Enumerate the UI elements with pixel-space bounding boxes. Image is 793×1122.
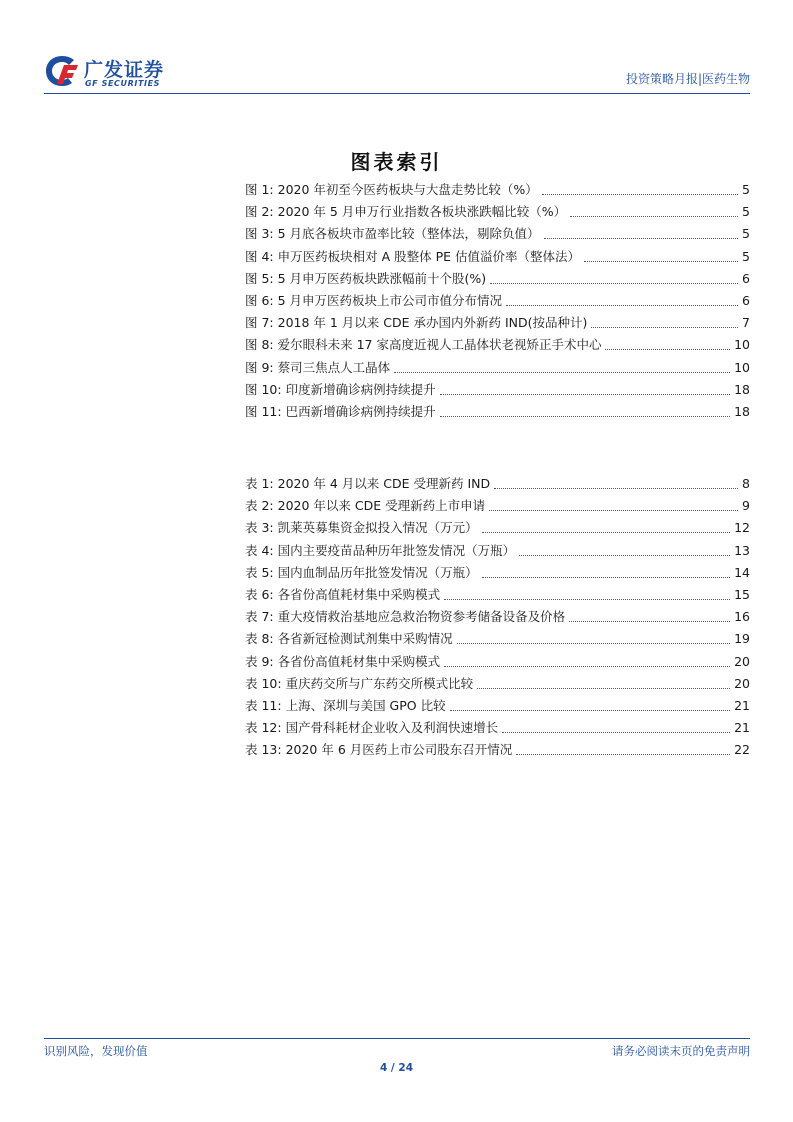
- table-entry-page: 20: [734, 653, 750, 669]
- dot-leader: [444, 599, 730, 600]
- table-entry-label: 表 11: 上海、深圳与美国 GPO 比较: [245, 698, 446, 713]
- figure-entry-label: 图 11: 巴西新增确诊病例持续提升: [245, 404, 436, 419]
- table-entry-page: 16: [734, 609, 750, 625]
- figure-entry-label: 图 8: 爱尔眼科未来 17 家高度近视人工晶体状老视矫正手术中心: [245, 337, 602, 353]
- page-title: 图表索引: [350, 150, 443, 174]
- figure-entry[interactable]: [245, 378, 750, 398]
- dot-leader: [489, 510, 738, 511]
- logo-chinese-name: 广发证券: [84, 59, 165, 81]
- table-entry-page: 19: [734, 631, 750, 647]
- dot-leader: [490, 283, 738, 284]
- footer-disclaimer: 请务必阅读末页的免责声明: [612, 1044, 750, 1058]
- table-entry[interactable]: [245, 583, 750, 603]
- table-entry-page: 21: [734, 698, 750, 713]
- figure-entry-page: 18: [734, 381, 750, 397]
- footer-divider: [44, 1038, 750, 1039]
- dot-leader: [570, 216, 738, 217]
- table-entry[interactable]: [245, 738, 750, 758]
- table-entry-label: 表 4: 国内主要疫苗品种历年批签发情况（万瓶）: [245, 542, 516, 558]
- figure-entry-page: 5: [742, 182, 750, 197]
- figure-entry-label: 图 7: 2018 年 1 月以来 CDE 承办国内外新药 IND(按品种计): [245, 315, 588, 331]
- table-entry-page: 14: [734, 564, 750, 580]
- figure-entry[interactable]: [245, 400, 750, 420]
- table-entry-label: 表 9: 各省份高值耗材集中采购模式: [245, 653, 441, 669]
- report-type: 投资策略月报|医药生物: [625, 72, 750, 86]
- table-entry[interactable]: [245, 494, 750, 514]
- dot-leader: [584, 261, 738, 262]
- figure-entry[interactable]: [245, 245, 750, 265]
- table-entry-label: 表 13: 2020 年 6 月医药上市公司股东召开情况: [245, 742, 513, 758]
- footer-slogan: 识别风险，发现价值: [44, 1044, 148, 1058]
- table-entry-label: 表 5: 国内血制品历年批签发情况（万瓶）: [245, 564, 478, 580]
- figure-entry[interactable]: [245, 200, 750, 220]
- figure-entry-label: 图 3: 5 月底各板块市盈率比较（整体法，剔除负值）: [245, 226, 540, 242]
- table-entry-label: 表 3: 凯莱英募集资金拟投入情况（万元）: [245, 520, 478, 536]
- table-entry[interactable]: [245, 694, 750, 714]
- figure-entry-page: 10: [734, 359, 750, 375]
- dot-leader: [482, 532, 730, 533]
- figure-entry-label: 图 1: 2020 年初至今医药板块与大盘走势比较（%）: [245, 182, 538, 197]
- table-entry-label: 表 6: 各省份高值耗材集中采购模式: [245, 587, 441, 602]
- table-entry-label: 表 10: 重庆药交所与广东药交所模式比较: [245, 675, 474, 691]
- table-entry[interactable]: [245, 716, 750, 736]
- dot-leader: [494, 488, 738, 489]
- figure-entry[interactable]: [245, 356, 750, 376]
- table-entry[interactable]: [245, 605, 750, 625]
- figure-entry[interactable]: [245, 333, 750, 353]
- figure-entry-page: 5: [742, 226, 750, 242]
- figure-entry-label: 图 10: 印度新增确诊病例持续提升: [245, 381, 436, 397]
- dot-leader: [544, 238, 739, 239]
- dot-leader: [440, 394, 731, 395]
- table-entry[interactable]: [245, 472, 750, 492]
- figure-entry-page: 18: [734, 404, 750, 419]
- dot-leader: [569, 621, 730, 622]
- table-entry-page: 12: [734, 520, 750, 536]
- gf-logo-icon: [44, 54, 80, 88]
- figure-entry[interactable]: [245, 222, 750, 242]
- figure-entry-label: 图 5: 5 月申万医药板块跌涨幅前十个股(%): [245, 270, 487, 286]
- table-entry-page: 15: [734, 587, 750, 602]
- table-entry-page: 13: [734, 542, 750, 558]
- dot-leader: [516, 754, 730, 755]
- page-header: [44, 52, 750, 92]
- page-number: 4 / 24: [379, 1062, 414, 1074]
- table-entry-label: 表 8: 各省新冠检测试剂集中采购情况: [245, 631, 453, 647]
- dot-leader: [591, 327, 738, 328]
- figure-entry-label: 图 2: 2020 年 5 月申万行业指数各板块涨跌幅比较（%）: [245, 204, 567, 220]
- table-entry-page: 22: [734, 742, 750, 758]
- table-entry[interactable]: [245, 561, 750, 581]
- figure-entry-label: 图 4: 申万医药板块相对 A 股整体 PE 估值溢价率（整体法）: [245, 248, 580, 264]
- dot-leader: [440, 416, 731, 417]
- dot-leader: [542, 194, 738, 195]
- table-entry[interactable]: [245, 650, 750, 670]
- figure-entry-page: 6: [742, 293, 750, 308]
- figure-entry-page: 7: [742, 315, 750, 331]
- figure-entry[interactable]: [245, 311, 750, 331]
- figure-entry-label: 图 6: 5 月申万医药板块上市公司市值分布情况: [245, 293, 503, 308]
- figure-entry-label: 图 9: 蔡司三焦点人工晶体: [245, 359, 391, 375]
- table-entry[interactable]: [245, 539, 750, 559]
- dot-leader: [502, 732, 730, 733]
- table-entry-page: 21: [734, 720, 750, 736]
- header-divider: [44, 93, 750, 94]
- figure-entry[interactable]: [245, 178, 750, 198]
- table-entry[interactable]: [245, 627, 750, 647]
- table-entry-label: 表 12: 国产骨科耗材企业收入及利润快速增长: [245, 720, 499, 736]
- dot-leader: [605, 349, 730, 350]
- table-entry[interactable]: [245, 672, 750, 692]
- figure-entry[interactable]: [245, 289, 750, 309]
- table-entry-label: 表 7: 重大疫情救治基地应急救治物资参考储备设备及价格: [245, 609, 566, 625]
- table-entry-page: 9: [742, 498, 750, 514]
- table-entry-label: 表 2: 2020 年以来 CDE 受理新药上市申请: [245, 498, 486, 514]
- figure-entry-page: 6: [742, 270, 750, 286]
- figure-entry-page: 5: [742, 248, 750, 264]
- dot-leader: [506, 305, 738, 306]
- dot-leader: [394, 372, 730, 373]
- table-entry-page: 8: [742, 476, 750, 491]
- dot-leader: [457, 643, 730, 644]
- table-entry[interactable]: [245, 516, 750, 536]
- dot-leader: [477, 688, 730, 689]
- dot-leader: [482, 577, 730, 578]
- dot-leader: [444, 666, 730, 667]
- dot-leader: [519, 555, 730, 556]
- figure-entry-page: 10: [734, 337, 750, 353]
- dot-leader: [450, 710, 731, 711]
- logo-english-name: GF SECURITIES: [85, 79, 161, 88]
- table-entry-label: 表 1: 2020 年 4 月以来 CDE 受理新药 IND: [245, 476, 491, 491]
- table-entry-page: 20: [734, 675, 750, 691]
- figure-entry-page: 5: [742, 204, 750, 220]
- figure-entry[interactable]: [245, 267, 750, 287]
- gf-logo: [44, 52, 184, 92]
